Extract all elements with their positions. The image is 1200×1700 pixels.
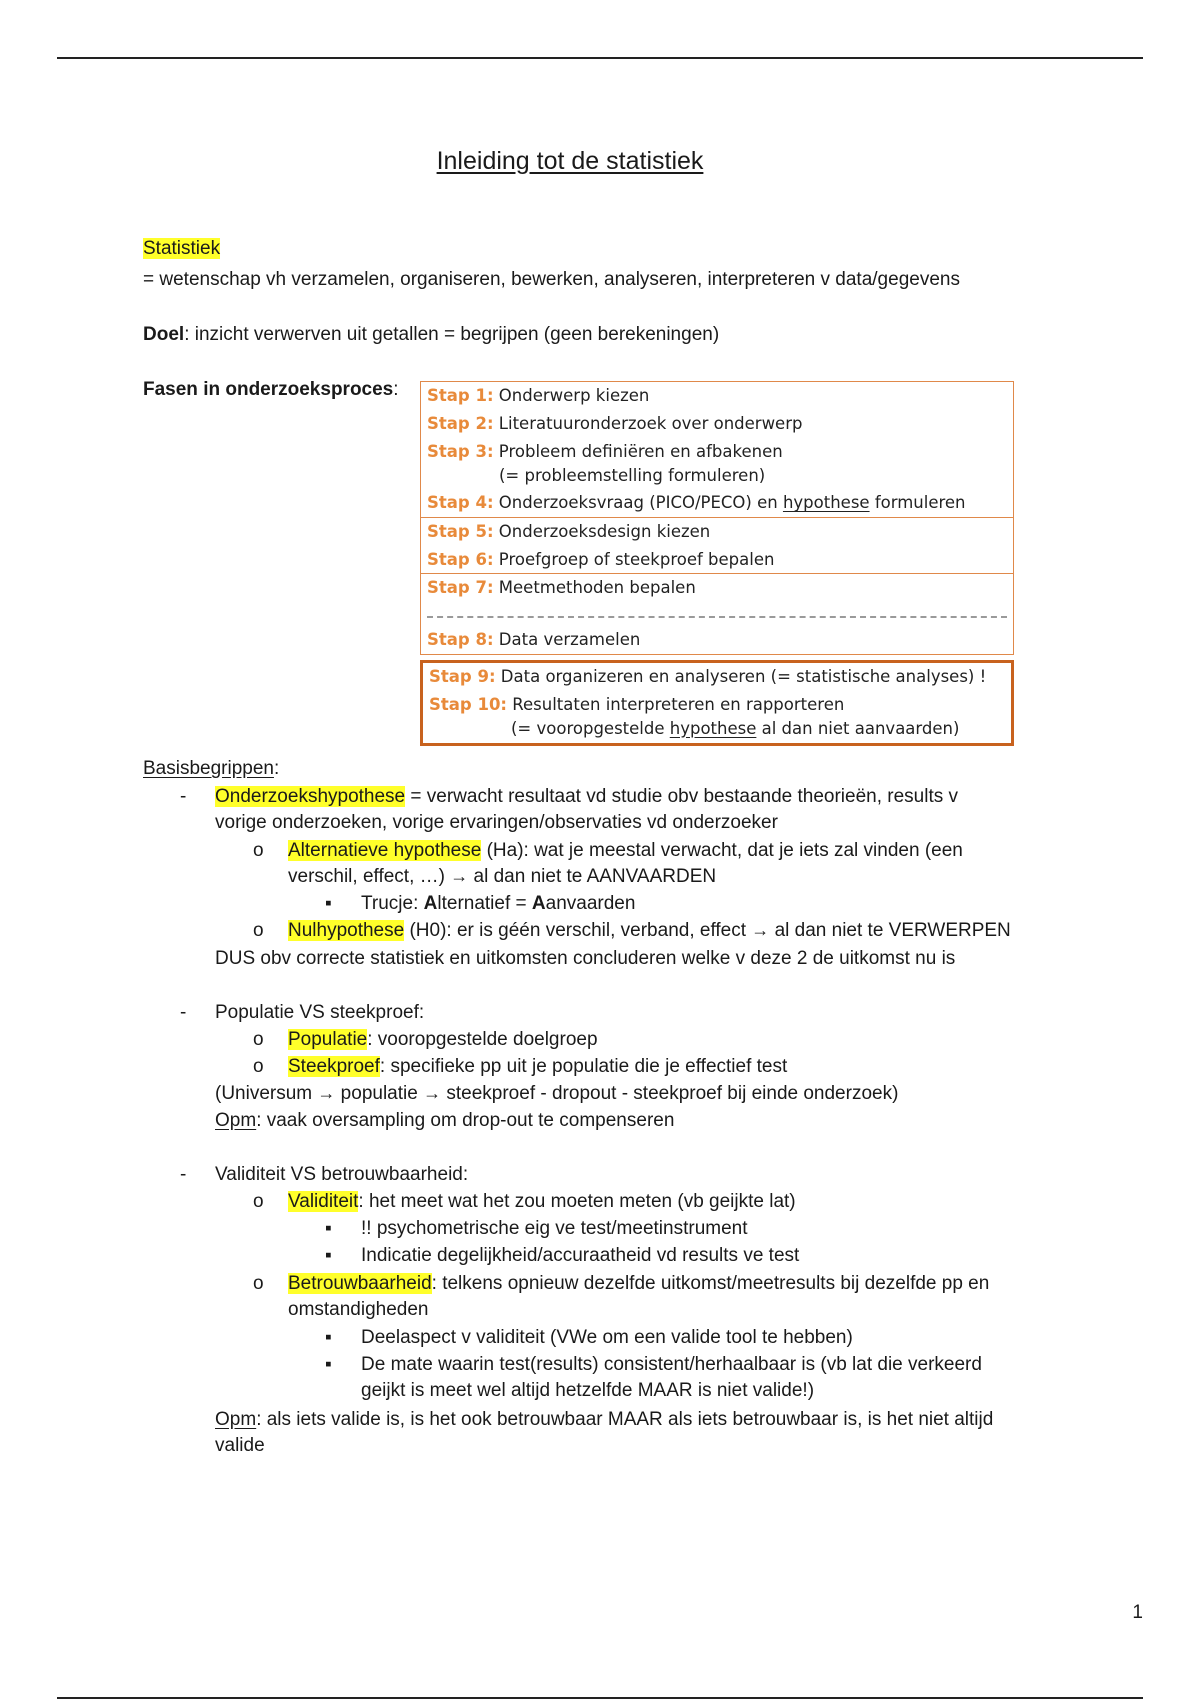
steps-group-1 [420,381,1014,518]
betrouwbaarheid-bullet-2a: De mate waarin test(results) consistent/herhaalbaar is (vb lat die verkeerd [361,1354,982,1375]
step-6: Stap 6: Proefgroep of steekproef bepalen [427,549,775,569]
fasen-label: Fasen in onderzoeksproces: [143,379,399,400]
onderzoekshypothese-line-1: Onderzoekshypothese = verwacht resultaat vd studie obv bestaande theorieën, results v [215,786,959,807]
step-1: Stap 1: Onderwerp kiezen [427,386,650,405]
opm-line-1: Opm: vaak oversampling om drop-out te compenseren [215,1110,675,1131]
alternatieve-line-1: Alternatieve hypothese (Ha): wat je meestal verwacht, dat je iets zal vinden (een [288,840,963,861]
header-rule [57,57,1143,59]
basis-heading: Basisbegrippen: [143,758,280,779]
validiteit-bullet-1: !! psychometrische eig ve test/meetinstrument [361,1218,748,1239]
circle-bullet-4: o [253,1056,264,1077]
square-bullet-5: ▪ [325,1354,332,1375]
footer-rule [57,1697,1143,1699]
steps-group-4 [420,660,1014,746]
arrow-icon: → [450,866,469,886]
onderzoekshypothese-line-2: vorige onderzoeken, vorige ervaringen/observaties vd onderzoeker [215,812,778,833]
step-10: Stap 10: Resultaten interpreteren en rapporteren [429,694,845,714]
validiteit-heading: Validiteit VS betrouwbaarheid: [215,1164,469,1185]
step-4: Stap 4: Onderzoeksvraag (PICO/PECO) en hypothese formuleren [427,493,966,512]
steps-group-3 [420,573,1014,655]
nulhypothese-line: Nulhypothese (H0): er is géén verschil, verband, effect → al dan niet te VERWERPEN [288,920,1011,941]
doel-line: Doel: inzicht verwerven uit getallen = begrijpen (geen berekeningen) [143,324,720,345]
step-8: Stap 8: Data verzamelen [427,630,641,649]
circle-bullet-3: o [253,1029,264,1050]
arrow-icon: → [317,1083,336,1103]
dash-bullet-1: - [180,786,187,807]
steekproef-line: Steekproef: specifieke pp uit je populatie die je effectief test [288,1056,788,1077]
alternatieve-line-2: verschil, effect, …) → al dan niet te AANVAARDEN [288,866,717,887]
statistiek-definition: = wetenschap vh verzamelen, organiseren, bewerken, analyseren, interpreteren v data/gegevens [143,269,960,290]
betrouwbaarheid-bullet-2b: geijkt is meet wel altijd hetzelfde MAAR is niet valide!) [361,1380,815,1401]
steps-box [420,381,1014,744]
populatie-line: Populatie: vooropgestelde doelgroep [288,1029,598,1050]
populatie-heading: Populatie VS steekproef: [215,1002,425,1023]
trucje-line: Trucje: Alternatief = Aanvaarden [361,893,636,914]
step-5: Stap 5: Onderzoeksdesign kiezen [427,521,711,541]
square-bullet-2: ▪ [325,1218,332,1239]
dus-line: DUS obv correcte statistiek en uitkomsten concluderen welke v deze 2 de uitkomst nu is [215,948,956,969]
square-bullet-4: ▪ [325,1327,332,1348]
step-7: Stap 7: Meetmethoden bepalen [427,578,696,597]
opm-line-2b: valide [215,1435,265,1456]
circle-bullet-2: o [253,920,264,941]
steps-group-2 [420,517,1014,575]
step-2: Stap 2: Literatuuronderzoek over onderwerp [427,414,803,433]
dash-bullet-3: - [180,1164,187,1185]
page-title: Inleiding tot de statistiek [436,147,704,175]
circle-bullet-1: o [253,840,264,861]
square-bullet-3: ▪ [325,1245,332,1266]
circle-bullet-6: o [253,1273,264,1294]
square-bullet-1: ▪ [325,893,332,914]
validiteit-line: Validiteit: het meet wat het zou moeten meten (vb geijkte lat) [288,1191,796,1212]
step-3-sub: (= probleemstelling formuleren) [499,466,766,485]
betrouwbaarheid-line-2: omstandigheden [288,1299,429,1320]
betrouwbaarheid-bullet-1: Deelaspect v validiteit (VWe om een valide tool te hebben) [361,1327,853,1348]
opm-line-2a: Opm: als iets valide is, is het ook betrouwbaar MAAR als iets betrouwbaar is, is het niet altijd [215,1409,994,1430]
dashed-divider [427,616,1007,618]
step-3: Stap 3: Probleem definiëren en afbakenen [427,442,783,461]
statistiek-term: Statistiek [143,238,221,259]
universum-line: (Universum → populatie → steekproef - dropout - steekproef bij einde onderzoek) [215,1083,899,1104]
validiteit-bullet-2: Indicatie degelijkheid/accuraatheid vd results ve test [361,1245,800,1266]
betrouwbaarheid-line-1: Betrouwbaarheid: telkens opnieuw dezelfde uitkomst/meetresults bij dezelfde pp en [288,1273,990,1294]
step-10-sub: (= vooropgestelde hypothese al dan niet aanvaarden) [511,718,960,738]
arrow-icon: → [751,920,770,940]
dash-bullet-2: - [180,1002,187,1023]
step-9: Stap 9: Data organizeren en analyseren (= statistische analyses) ! [429,666,987,686]
page-number: 1 [1132,1602,1143,1623]
arrow-icon: → [423,1083,442,1103]
circle-bullet-5: o [253,1191,264,1212]
